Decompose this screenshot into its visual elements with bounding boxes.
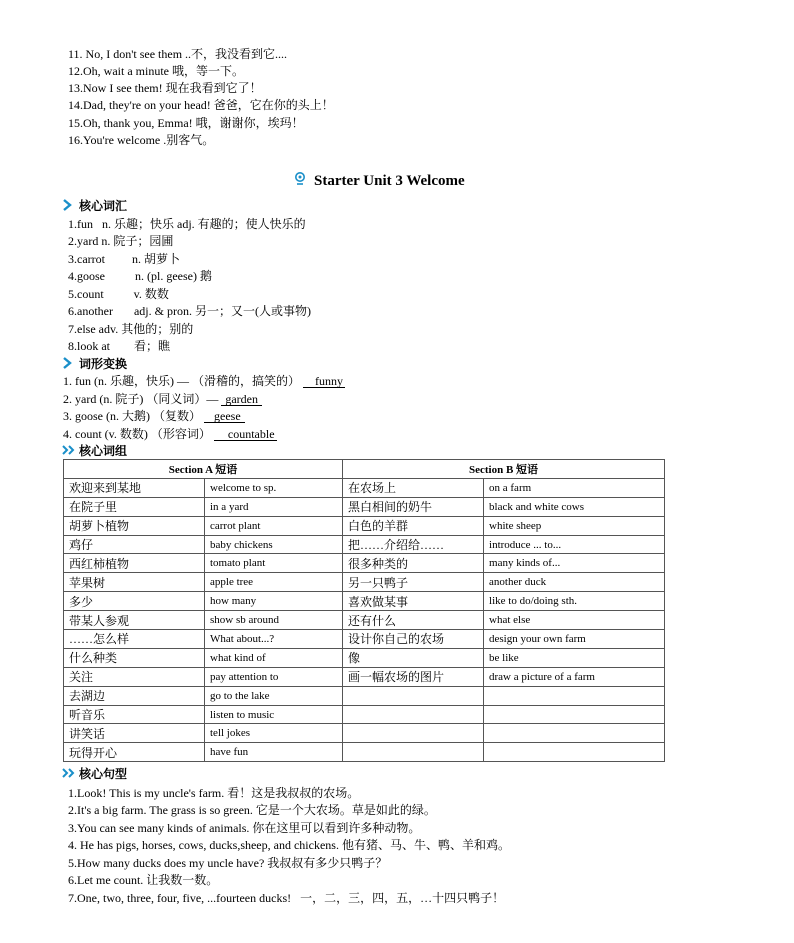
phrase-english-cell: apple tree xyxy=(205,573,343,592)
phrase-english-cell: What about...? xyxy=(205,630,343,649)
dialogue-line-13: 13.Now I see them! 现在我看到它了！ xyxy=(68,81,262,95)
phrase-english-cell: design your own farm xyxy=(484,630,665,649)
phrase-chinese-cell: 画一幅农场的图片 xyxy=(343,667,484,686)
phrase-english-cell: on a farm xyxy=(484,478,665,497)
table-row xyxy=(64,573,665,592)
phrase-chinese-cell: 设计你自己的农场 xyxy=(343,630,484,649)
form-item xyxy=(63,408,245,424)
table-row xyxy=(64,497,665,516)
phrase-english-cell: like to do/doing sth. xyxy=(484,592,665,611)
sentence-item: 2.It's a big farm. The grass is so green. 它是一个大农场。草是如此的绿。 xyxy=(68,803,436,817)
phrase-chinese-cell: 去湖边 xyxy=(64,686,205,705)
vocab-heading xyxy=(62,197,127,214)
phrase-english-cell: black and white cows xyxy=(484,497,665,516)
phrase-table xyxy=(63,459,665,762)
sentence-item: 1.Look! This is my uncle's farm. 看！这是我叔叔的农场。 xyxy=(68,786,360,800)
phrase-english-cell xyxy=(484,724,665,743)
phrase-chinese-cell: 在院子里 xyxy=(64,497,205,516)
section-b-header: Section B 短语 xyxy=(343,460,665,479)
dialogue-line-12: 12.Oh, wait a minute 哦，等一下。 xyxy=(68,64,244,78)
table-row xyxy=(64,592,665,611)
phrase-english-cell: welcome to sp. xyxy=(205,478,343,497)
phrase-chinese-cell: 玩得开心 xyxy=(64,743,205,762)
table-row xyxy=(64,516,665,535)
vocab-item: 8.look at 看；瞧 xyxy=(68,339,170,353)
phrase-chinese-cell: 关注 xyxy=(64,667,205,686)
table-row xyxy=(64,554,665,573)
phrase-chinese-cell: 带某人参观 xyxy=(64,611,205,630)
phrase-english-cell: what kind of xyxy=(205,648,343,667)
table-row xyxy=(64,611,665,630)
phrase-english-cell: carrot plant xyxy=(205,516,343,535)
phrase-chinese-cell: 西红柿植物 xyxy=(64,554,205,573)
forms-heading-text: 词形变换 xyxy=(79,357,128,371)
dialogue-line-11: 11. No, I don't see them ..不，我没看到它.... xyxy=(68,47,288,61)
form-question: 1. fun (n. 乐趣，快乐) — （滑稽的，搞笑的） xyxy=(63,374,300,388)
phrase-chinese-cell: 讲笑话 xyxy=(64,724,205,743)
vocab-item: 4.goose n. (pl. geese) 鹅 xyxy=(68,269,212,283)
phrase-english-cell: be like xyxy=(484,648,665,667)
phrase-heading xyxy=(62,442,127,459)
phrase-chinese-cell: 听音乐 xyxy=(64,705,205,724)
phrase-chinese-cell: 多少 xyxy=(64,592,205,611)
form-item xyxy=(63,391,262,407)
table-row xyxy=(64,743,665,762)
forms-heading xyxy=(62,355,127,372)
phrase-english-cell: tell jokes xyxy=(205,724,343,743)
phrase-chinese-cell: 很多种类的 xyxy=(343,554,484,573)
phrase-chinese-cell: 还有什么 xyxy=(343,611,484,630)
phrase-english-cell: in a yard xyxy=(205,497,343,516)
phrase-chinese-cell: 黑白相间的奶牛 xyxy=(343,497,484,516)
sentence-item: 3.You can see many kinds of animals. 你在这里可以看到许多种动物。 xyxy=(68,821,421,835)
form-question: 4. count (v. 数数) （形容词） xyxy=(63,427,211,441)
phrase-chinese-cell: 鸡仔 xyxy=(64,535,205,554)
phrase-english-cell: draw a picture of a farm xyxy=(484,667,665,686)
dialogue-line-14: 14.Dad, they're on your head! 爸爸，它在你的头上！ xyxy=(68,98,334,112)
phrase-english-cell: what else xyxy=(484,611,665,630)
chevron-right-icon xyxy=(62,357,76,369)
unit-title xyxy=(294,172,465,190)
phrase-english-cell: tomato plant xyxy=(205,554,343,573)
phrase-chinese-cell xyxy=(343,705,484,724)
dialogue-line-16: 16.You're welcome .别客气。 xyxy=(68,133,215,147)
phrase-chinese-cell: 另一只鸭子 xyxy=(343,573,484,592)
sentence-item: 4. He has pigs, horses, cows, ducks,sheep, and chickens. 他有猪、马、牛、鸭、羊和鸡。 xyxy=(68,838,510,852)
double-chevron-right-icon xyxy=(62,444,76,456)
phrase-chinese-cell xyxy=(343,724,484,743)
form-answer: geese xyxy=(204,410,245,423)
table-row xyxy=(64,478,665,497)
section-a-header: Section A 短语 xyxy=(64,460,343,479)
form-question: 3. goose (n. 大鹅) （复数） xyxy=(63,409,201,423)
unit-title-text: Starter Unit 3 Welcome xyxy=(314,173,465,189)
phrase-english-cell: go to the lake xyxy=(205,686,343,705)
phrase-english-cell: pay attention to xyxy=(205,667,343,686)
phrase-heading-text: 核心词组 xyxy=(79,444,128,458)
phrase-english-cell: how many xyxy=(205,592,343,611)
location-pin-icon xyxy=(294,172,306,186)
phrase-english-cell xyxy=(484,686,665,705)
phrase-english-cell: show sb around xyxy=(205,611,343,630)
phrase-english-cell: white sheep xyxy=(484,516,665,535)
form-question: 2. yard (n. 院子) （同义词）— xyxy=(63,392,219,406)
sentence-item: 6.Let me count. 让我数一数。 xyxy=(68,873,219,887)
phrase-chinese-cell: 什么种类 xyxy=(64,648,205,667)
vocab-heading-text: 核心词汇 xyxy=(79,199,128,213)
table-row xyxy=(64,724,665,743)
phrase-chinese-cell xyxy=(343,743,484,762)
dialogue-line-15: 15.Oh, thank you, Emma! 哦，谢谢你，埃玛！ xyxy=(68,116,304,130)
chevron-right-icon xyxy=(62,199,76,211)
table-row xyxy=(64,535,665,554)
vocab-item: 3.carrot n. 胡萝卜 xyxy=(68,252,180,266)
phrase-chinese-cell: 胡萝卜植物 xyxy=(64,516,205,535)
phrase-english-cell xyxy=(484,705,665,724)
phrase-chinese-cell: 苹果树 xyxy=(64,573,205,592)
phrase-chinese-cell: 在农场上 xyxy=(343,478,484,497)
sentence-item: 5.How many ducks does my uncle have? 我叔叔有多少只鸭子？ xyxy=(68,856,388,870)
double-chevron-right-icon xyxy=(62,767,76,779)
phrase-english-cell: have fun xyxy=(205,743,343,762)
vocab-item: 7.else adv. 其他的；别的 xyxy=(68,322,194,336)
form-answer: funny xyxy=(303,375,345,388)
phrase-english-cell: another duck xyxy=(484,573,665,592)
phrase-chinese-cell: ……怎么样 xyxy=(64,630,205,649)
phrase-english-cell: listen to music xyxy=(205,705,343,724)
phrase-english-cell: introduce ... to... xyxy=(484,535,665,554)
table-row xyxy=(64,705,665,724)
form-answer: countable xyxy=(214,428,277,441)
vocab-item: 6.another adj. & pron. 另一；又一(人或事物) xyxy=(68,304,311,318)
sentence-heading-text: 核心句型 xyxy=(79,767,128,781)
sentence-heading xyxy=(62,765,127,782)
phrase-chinese-cell: 白色的羊群 xyxy=(343,516,484,535)
sentence-item: 7.One, two, three, four, five, ...fourteen ducks! 一，二，三，四，五，…十四只鸭子！ xyxy=(68,891,505,905)
phrase-chinese-cell: 喜欢做某事 xyxy=(343,592,484,611)
vocab-item: 1.fun n. 乐趣；快乐 adj. 有趣的；使人快乐的 xyxy=(68,217,306,231)
form-item xyxy=(63,426,277,442)
phrase-chinese-cell xyxy=(343,686,484,705)
form-item xyxy=(63,373,345,389)
phrase-chinese-cell: 把……介绍给…… xyxy=(343,535,484,554)
table-row xyxy=(64,667,665,686)
phrase-english-cell: many kinds of... xyxy=(484,554,665,573)
table-row xyxy=(64,648,665,667)
vocab-item: 5.count v. 数数 xyxy=(68,287,169,301)
phrase-english-cell xyxy=(484,743,665,762)
phrase-chinese-cell: 欢迎来到某地 xyxy=(64,478,205,497)
table-row xyxy=(64,630,665,649)
phrase-chinese-cell: 像 xyxy=(343,648,484,667)
form-answer: garden xyxy=(221,393,262,406)
table-header-row xyxy=(64,460,665,479)
vocab-item: 2.yard n. 院子；园圃 xyxy=(68,234,174,248)
table-row xyxy=(64,686,665,705)
phrase-english-cell: baby chickens xyxy=(205,535,343,554)
